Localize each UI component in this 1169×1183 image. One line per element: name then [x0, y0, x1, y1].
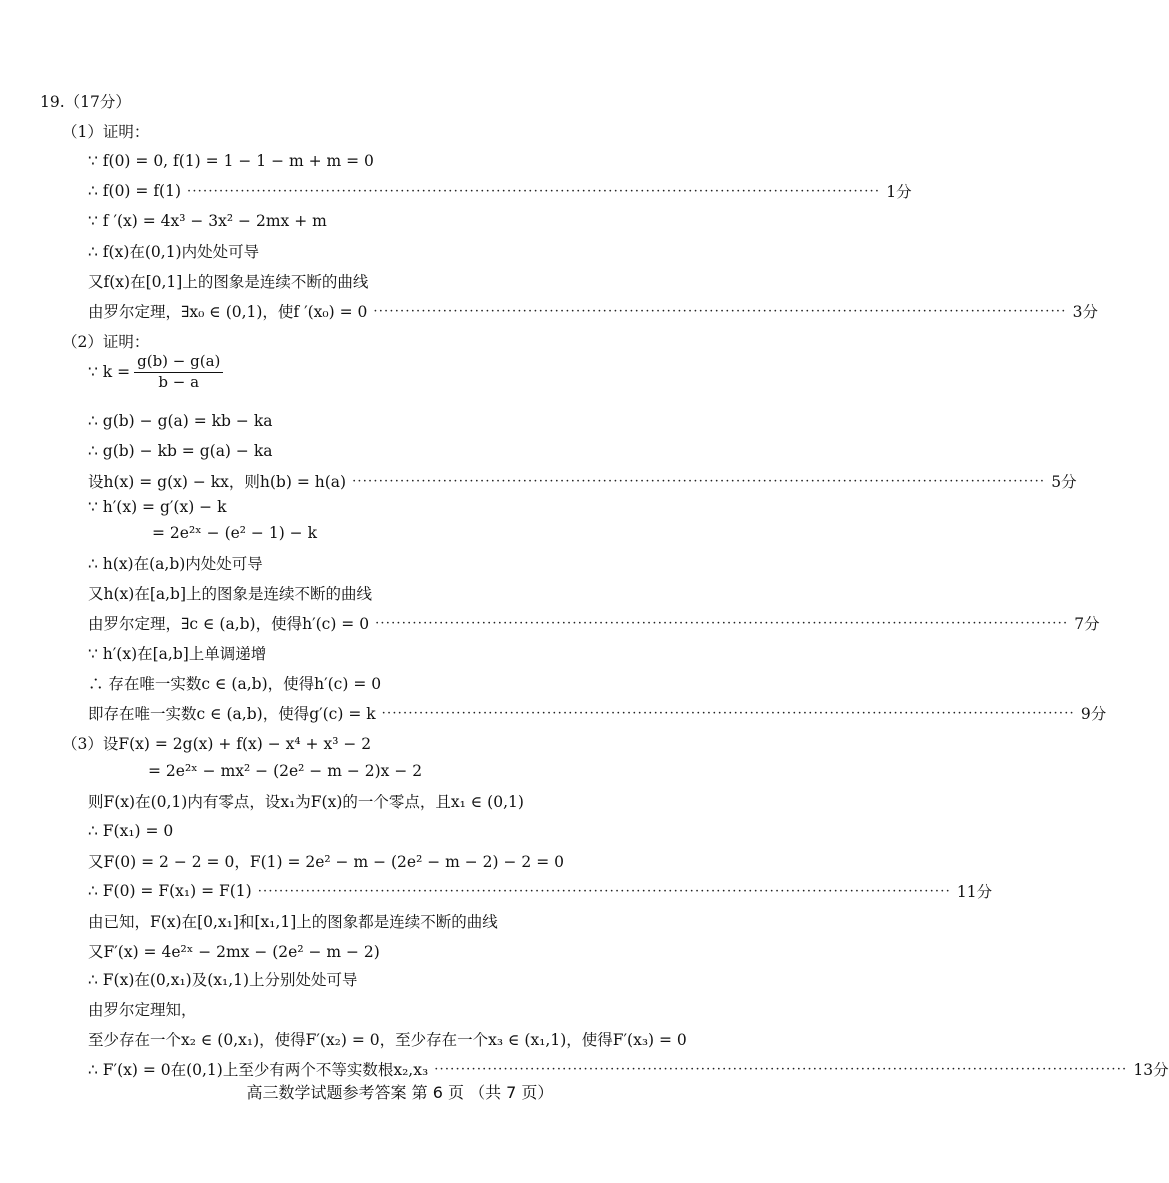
- leader-dots: ··································································································································: [257, 883, 951, 899]
- page-footer: 高三数学试题参考答案 第 6 页 （共 7 页）: [246, 1083, 554, 1102]
- solution-line: [88, 670, 381, 696]
- score-mark: 7分: [1074, 615, 1100, 633]
- solution-line: [88, 818, 173, 844]
- solution-line: [88, 908, 498, 934]
- line-text: 由罗尔定理，∃x₀ ∈ (0,1)，使f ′(x₀) = 0: [88, 303, 368, 321]
- solution-line: [148, 758, 422, 784]
- line-text: = 2e²ˣ − mx² − (2e² − m − 2)x − 2: [148, 762, 423, 780]
- line-text: 至少存在一个x₂ ∈ (0,x₁)，使得F′(x₂) = 0，至少存在一个x₃ ∈ (x₁,1)，使得F′(x₃) = 0: [88, 1031, 687, 1049]
- line-text: 19.（17分）: [40, 93, 131, 111]
- solution-line: [88, 438, 272, 464]
- line-text: 又F(0) = 2 − 2 = 0，F(1) = 2e² − m − (2e² − m − 2) − 2 = 0: [88, 853, 564, 871]
- score-mark: 1分: [886, 183, 912, 201]
- line-text: ∴ 存在唯一实数c ∈ (a,b)，使得h′(c) = 0: [88, 675, 382, 693]
- solution-line: [62, 118, 149, 144]
- leader-dots: ··································································································································: [352, 473, 1046, 489]
- solution-line: [88, 996, 197, 1022]
- line-text: ∴ F(x₁) = 0: [88, 822, 174, 840]
- solution-line: [88, 208, 327, 234]
- line-text: ∴ F′(x) = 0在(0,1)上至少有两个不等实数根x₂,x₃: [88, 1061, 429, 1079]
- score-mark: 11分: [956, 883, 993, 901]
- solution-line: [88, 178, 912, 204]
- line-text: ∵ h′(x) = g′(x) − k: [88, 498, 227, 516]
- solution-line: [62, 328, 149, 354]
- line-text: ∵ f ′(x) = 4x³ − 3x² − 2mx + m: [88, 212, 327, 230]
- solution-line: [88, 494, 226, 520]
- solution-line: [40, 88, 131, 114]
- line-text: 由罗尔定理知，: [88, 1001, 197, 1019]
- line-text: 又h(x)在[a,b]上的图象是连续不断的曲线: [88, 585, 373, 603]
- line-text: ∴ g(b) − kb = g(a) − ka: [88, 442, 273, 460]
- solution-line: [88, 550, 263, 576]
- line-text: 由罗尔定理，∃c ∈ (a,b)，使得h′(c) = 0: [88, 615, 370, 633]
- solution-line: [88, 268, 368, 294]
- solution-line: [88, 788, 524, 814]
- line-text: （1）证明：: [62, 123, 150, 141]
- solution-line: [88, 580, 372, 606]
- leader-dots: ··································································································································: [375, 615, 1069, 631]
- score-mark: 5分: [1051, 473, 1077, 491]
- solution-line: [88, 408, 272, 434]
- solution-line: [88, 938, 380, 964]
- fraction-prefix: ∵ k =: [88, 363, 131, 381]
- solution-line: [88, 298, 1098, 324]
- solution-line: [88, 700, 1107, 726]
- line-text: ∵ h′(x)在[a,b]上单调递增: [88, 645, 267, 663]
- line-text: （2）证明：: [62, 333, 150, 351]
- leader-dots: ··································································································································: [434, 1061, 1128, 1077]
- line-text: 由已知，F(x)在[0,x₁]和[x₁,1]上的图象都是连续不断的曲线: [88, 913, 498, 931]
- line-text: ∴ f(x)在(0,1)内处处可导: [88, 243, 260, 261]
- line-text: ∴ F(x)在(0,x₁)及(x₁,1)上分别处处可导: [88, 971, 358, 989]
- fraction-line: [88, 348, 227, 396]
- solution-line: [88, 1026, 687, 1052]
- line-text: 则F(x)在(0,1)内有零点，设x₁为F(x)的一个零点，且x₁ ∈ (0,1): [88, 793, 524, 811]
- solution-line: [88, 148, 374, 174]
- solution-line: [88, 238, 259, 264]
- line-text: （3）设F(x) = 2g(x) + f(x) − x⁴ + x³ − 2: [62, 735, 372, 753]
- fraction: [134, 353, 223, 391]
- score-mark: 3分: [1072, 303, 1098, 321]
- score-mark: 9分: [1080, 705, 1107, 723]
- score-mark: 13分: [1133, 1061, 1169, 1079]
- solution-line: [88, 1056, 1169, 1082]
- line-text: 即存在唯一实数c ∈ (a,b)，使得g′(c) = k: [88, 705, 376, 723]
- line-text: 又f(x)在[0,1]上的图象是连续不断的曲线: [88, 273, 369, 291]
- line-text: 又F′(x) = 4e²ˣ − 2mx − (2e² − m − 2): [88, 943, 380, 961]
- line-text: 设h(x) = g(x) − kx，则h(b) = h(a): [88, 473, 347, 491]
- solution-line: [88, 966, 358, 992]
- solution-line: [152, 520, 317, 546]
- solution-line: [88, 878, 993, 904]
- solution-line: [88, 610, 1100, 636]
- fraction-denominator: b − a: [158, 372, 200, 391]
- solution-line: [88, 468, 1077, 494]
- leader-dots: ··································································································································: [381, 705, 1075, 721]
- line-text: ∴ g(b) − g(a) = kb − ka: [88, 412, 273, 430]
- solution-line: [88, 640, 266, 666]
- solution-line: [88, 848, 564, 874]
- line-text: ∴ h(x)在(a,b)内处处可导: [88, 555, 263, 573]
- line-text: ∵ f(0) = 0, f(1) = 1 − 1 − m + m = 0: [88, 152, 374, 170]
- leader-dots: ··································································································································: [187, 183, 881, 199]
- line-text: ∴ F(0) = F(x₁) = F(1): [88, 882, 252, 900]
- leader-dots: ··································································································································: [373, 303, 1067, 319]
- solution-line: [62, 730, 371, 756]
- line-text: = 2e²ˣ − (e² − 1) − k: [152, 524, 317, 542]
- line-text: ∴ f(0) = f(1): [88, 182, 182, 200]
- fraction-numerator: g(b) − g(a): [134, 353, 223, 372]
